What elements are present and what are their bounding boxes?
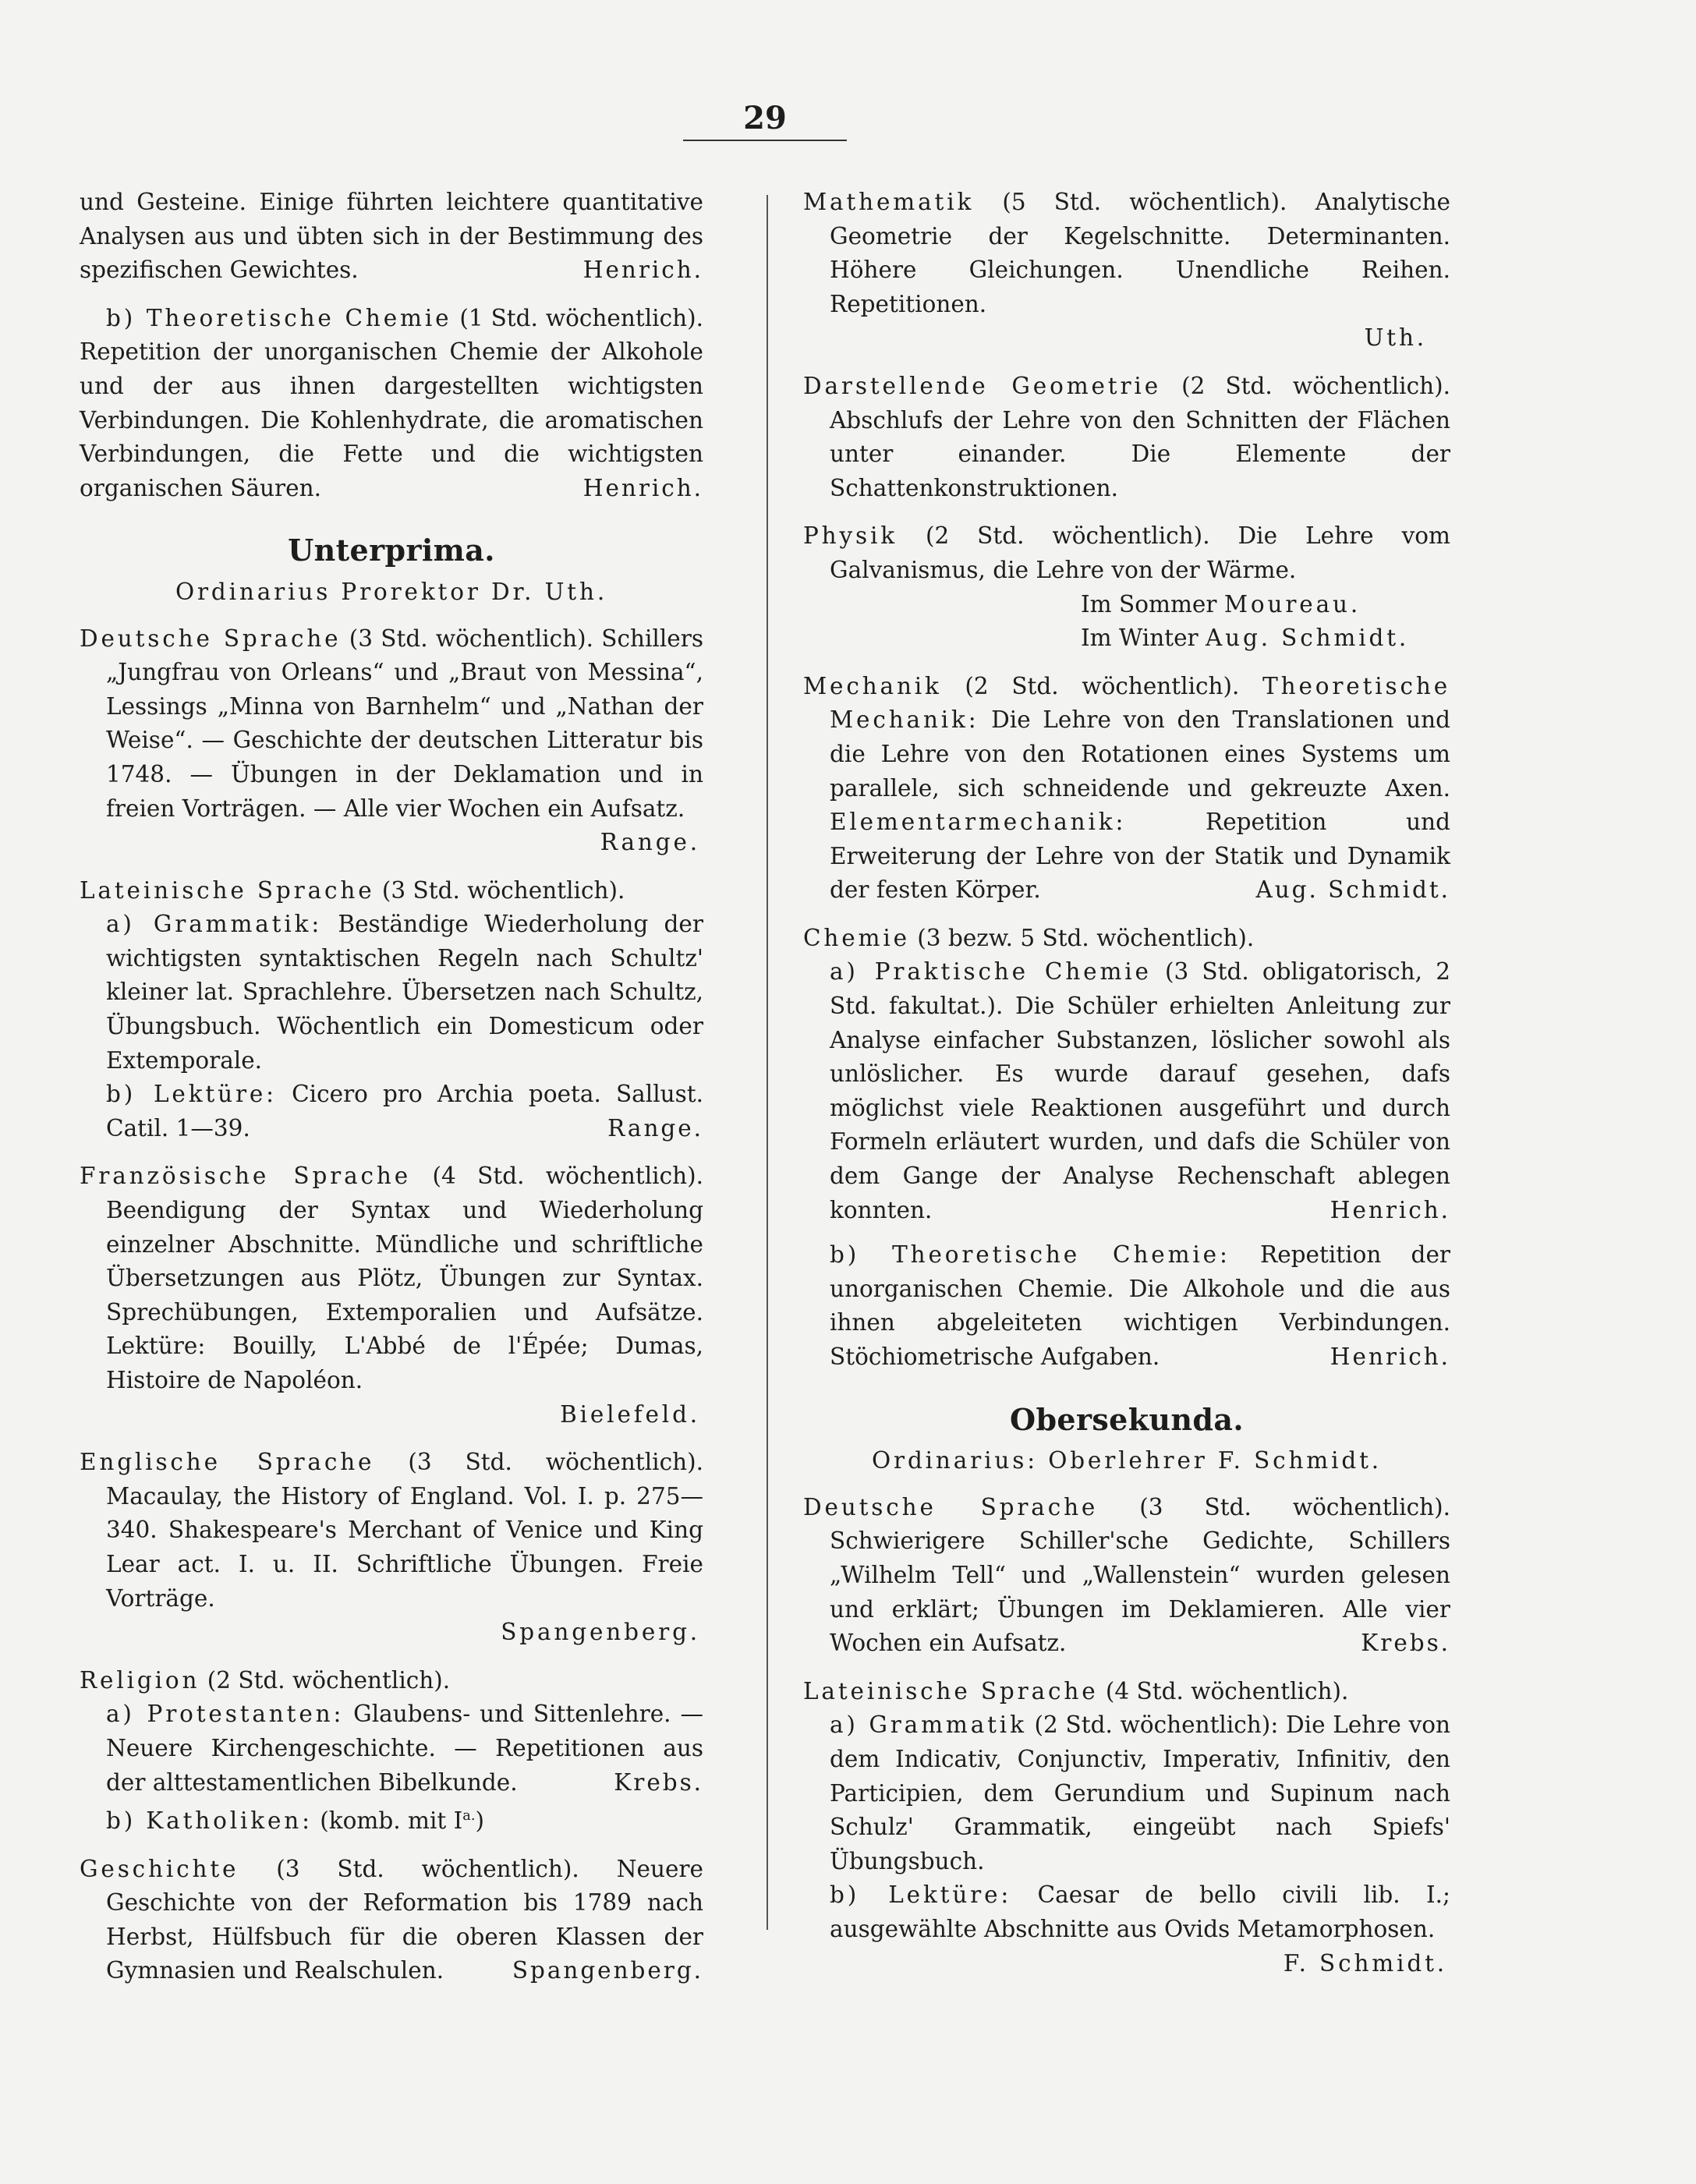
- subject-geschichte: Geschichte (3 Std. wöchentlich). Neuere Geschichte von der Reformation bis 1789 nach Herbst, Hülfsbuch für die oberen Klassen der Gymnasien und Realschulen. Spangenberg.: [80, 1853, 703, 1988]
- teacher-name: Krebs.: [1361, 1630, 1450, 1657]
- subject-heading: Mechanik: [803, 672, 942, 699]
- teacher-name: Range.: [600, 829, 700, 856]
- teacher-name: Bielefeld.: [560, 1400, 700, 1428]
- teacher-name: Krebs.: [614, 1768, 703, 1796]
- class-heading-unterprima: Unterprima.: [288, 533, 495, 568]
- subject-physik: Physik (2 Std. wöchentlich). Die Lehre vom Galvanismus, die Lehre von der Wärme. Im Sommer Moureau. Im Winter Aug. Schmidt.: [803, 522, 1450, 652]
- subject-franzoesisch: Französische Sprache (4 Std. wöchentlich). Beendigung der Syntax und Wiederholung einzelner Abschnitte. Mündliche und schriftliche Übersetzungen aus Plötz, Übungen zur Syntax. Sprechübungen, Extemporalien und Aufsätze. Lektüre: Bouilly, L'Abbé de l'Épée; Dumas, Histoire de Napoléon. Bielefeld.: [80, 1159, 703, 1432]
- paragraph: b) Theoretische Chemie (1 Std. wöchentlich). Repetition der unorganischen Chemie der Alkohole und der aus ihnen dargestellten wichtigsten Verbindungen. Die Kohlenhydrate, die aromatischen Verbindungen, die Fette und die wichtigsten organischen Säuren. Henrich.: [80, 302, 703, 506]
- subsection-heading: b) Lektüre:: [106, 1081, 277, 1108]
- subject-darstellende-geometrie: Darstellende Geometrie (2 Std. wöchentlich). Abschlufs der Lehre von den Schnitten der Flächen unter einander. Die Elemente der Schattenkonstruktionen.: [803, 372, 1450, 501]
- subject-heading: Physik: [803, 522, 898, 550]
- subject-heading: b) Theoretische Chemie: [106, 304, 452, 331]
- subject-deutsch: Deutsche Sprache (3 Std. wöchentlich). Schillers „Jungfrau von Orleans“ und „Braut von Messina“, Lessings „Minna von Barnhelm“ und „Nathan der Weise“. — Geschichte der deutschen Litteratur bis 1748. — Übungen in der Deklamation und in freien Vorträgen. — Alle vier Wochen ein Aufsatz. Range.: [80, 622, 703, 860]
- subsection-heading: Theoretische Mechanik:: [830, 672, 1450, 734]
- subject-heading: Französische Sprache: [80, 1163, 412, 1190]
- teacher-name: Aug. Schmidt.: [1255, 876, 1450, 904]
- subject-mechanik: Mechanik (2 Std. wöchentlich). Theoretische Mechanik: Die Lehre von den Translationen und die Lehre von den Rotationen eines Systems um parallele, sich schneidende und gekreuzte Axen. Elementarmechanik: Repetition und Erweiterung der Lehre von der Statik und Dynamik der festen Körper. Aug. Schmidt.: [803, 670, 1450, 908]
- subsection-heading: a) Protestanten:: [106, 1701, 345, 1728]
- subject-heading: Deutsche Sprache: [803, 1493, 1099, 1520]
- page-number: 29: [683, 100, 847, 141]
- subsection-heading: a) Praktische Chemie: [830, 958, 1152, 986]
- theoretische-chemie-section: [80, 302, 703, 506]
- subject-englisch: Englische Sprache (3 Std. wöchentlich). Macaulay, the History of England. Vol. I. p. 275—340. Shakespeare's Merchant of Venice und King Lear act. I. u. II. Schriftliche Übungen. Freie Vorträge. Spangenberg.: [80, 1446, 703, 1650]
- column-divider: [767, 195, 768, 1930]
- paragraph: und Gesteine. Einige führten leichtere quantitative Analysen aus und übten sich in der Bestimmung des spezifischen Gewichtes. Henrich.: [80, 186, 703, 288]
- subject-heading: Lateinische Sprache: [80, 876, 375, 904]
- teacher-name: F. Schmidt.: [1283, 1949, 1447, 1977]
- teacher-name: Henrich.: [1330, 1196, 1450, 1223]
- teacher-name: Spangenberg.: [512, 1957, 703, 1984]
- teacher-name: Henrich.: [1330, 1343, 1450, 1370]
- subsection-heading: b) Katholiken:: [106, 1807, 313, 1834]
- subject-heading: Mathematik: [803, 189, 975, 215]
- subject-chemie: Chemie (3 bezw. 5 Std. wöchentlich). a) Praktische Chemie (3 Std. obligatorisch, 2 Std. fakultat.). Die Schüler erhielten Anleitung zur Analyse einfacher Substanzen, löslicher sowohl als unlöslicher. Es wurde darauf gesehen, dafs möglichst viele Reaktionen ausgeführt und durch Formeln erläutert wurden, und dafs die Schüler von dem Gange der Analyse Rechenschaft ablegen konnten. Henrich. b) Theoretische Chemie: Repetition der unorganischen Chemie. Die Alkohole und die aus ihnen abgeleiteten wichtigen Verbindungen. Stöchiometrische Aufgaben. Henrich.: [803, 922, 1450, 1375]
- class-heading-obersekunda: Obersekunda.: [1009, 1401, 1244, 1437]
- left-column: [80, 186, 703, 2002]
- right-column: [803, 186, 1450, 1995]
- subsection-heading: Elementarmechanik:: [830, 809, 1127, 836]
- subject-heading: Darstellende Geometrie: [803, 372, 1161, 399]
- subsection-heading: b) Lektüre:: [830, 1881, 1012, 1909]
- subsection-heading: a) Grammatik: [830, 1711, 1027, 1739]
- subsection-heading: a) Grammatik:: [106, 911, 323, 938]
- teacher-name: Spangenberg.: [501, 1619, 700, 1646]
- teacher-name: Uth.: [1364, 324, 1427, 352]
- subject-latein: Lateinische Sprache (3 Std. wöchentlich). a) Grammatik: Beständige Wiederholung der wichtigsten syntaktischen Regeln nach Schultz' kleiner lat. Sprachlehre. Übersetzen nach Schultz, Übungsbuch. Wöchentlich ein Domesticum oder Extemporale. b) Lektüre: Cicero pro Archia poeta. Sallust. Catil. 1—39. Range.: [80, 874, 703, 1146]
- subject-heading: Englische Sprache: [80, 1449, 375, 1476]
- subject-heading: Geschichte: [80, 1855, 239, 1882]
- subject-religion: Religion (2 Std. wöchentlich). a) Protestanten: Glaubens- und Sittenlehre. — Neuere Kirchengeschichte. — Repetitionen aus der alttestamentlichen Bibelkunde. Krebs. b) Katholiken: (komb. mit $I^{a.}$): [80, 1666, 703, 1834]
- ordinarius-line: Ordinarius: Oberlehrer F. Schmidt.: [871, 1447, 1382, 1474]
- subsection-heading: b) Theoretische Chemie:: [830, 1241, 1230, 1269]
- subject-heading: Lateinische Sprache: [803, 1677, 1099, 1704]
- teacher-name: Henrich.: [582, 257, 703, 284]
- subject-deutsch-obersekunda: Deutsche Sprache (3 Std. wöchentlich). Schwierigere Schiller'sche Gedichte, Schillers „Wilhelm Tell“ und „Wallenstein“ wurden gelesen und erklärt; Übungen im Deklamieren. Alle vier Wochen ein Aufsatz. Krebs.: [803, 1491, 1450, 1661]
- subject-latein-obersekunda: Lateinische Sprache (4 Std. wöchentlich). a) Grammatik (2 Std. wöchentlich): Die Lehre von dem Indicativ, Conjunctiv, Imperativ, Infinitiv, den Participien, dem Gerundium und Supinum nach Schulz' Grammatik, eingeübt nach Spiefs' Übungsbuch. b) Lektüre: Caesar de bello civili lib. I.; ausgewählte Abschnitte aus Ovids Metamorphosen. F. Schmidt.: [803, 1675, 1450, 1980]
- teacher-name: Range.: [607, 1114, 703, 1142]
- ordinarius-line: Ordinarius Prorektor Dr. Uth.: [175, 578, 608, 605]
- chemie-continuation: [80, 186, 703, 288]
- subject-heading: Religion: [80, 1666, 200, 1694]
- subject-heading: Chemie: [803, 924, 910, 951]
- subject-heading: Deutsche Sprache: [80, 625, 342, 652]
- teacher-name: Henrich.: [582, 474, 703, 501]
- subject-mathematik: Mathematik (5 Std. wöchentlich). Analytische Geometrie der Kegelschnitte. Determinanten. Höhere Gleichungen. Unendliche Reihen. Repetitionen. Uth.: [803, 186, 1450, 356]
- teacher-name: Moureau.: [1223, 590, 1361, 618]
- teacher-name: Aug. Schmidt.: [1206, 625, 1410, 652]
